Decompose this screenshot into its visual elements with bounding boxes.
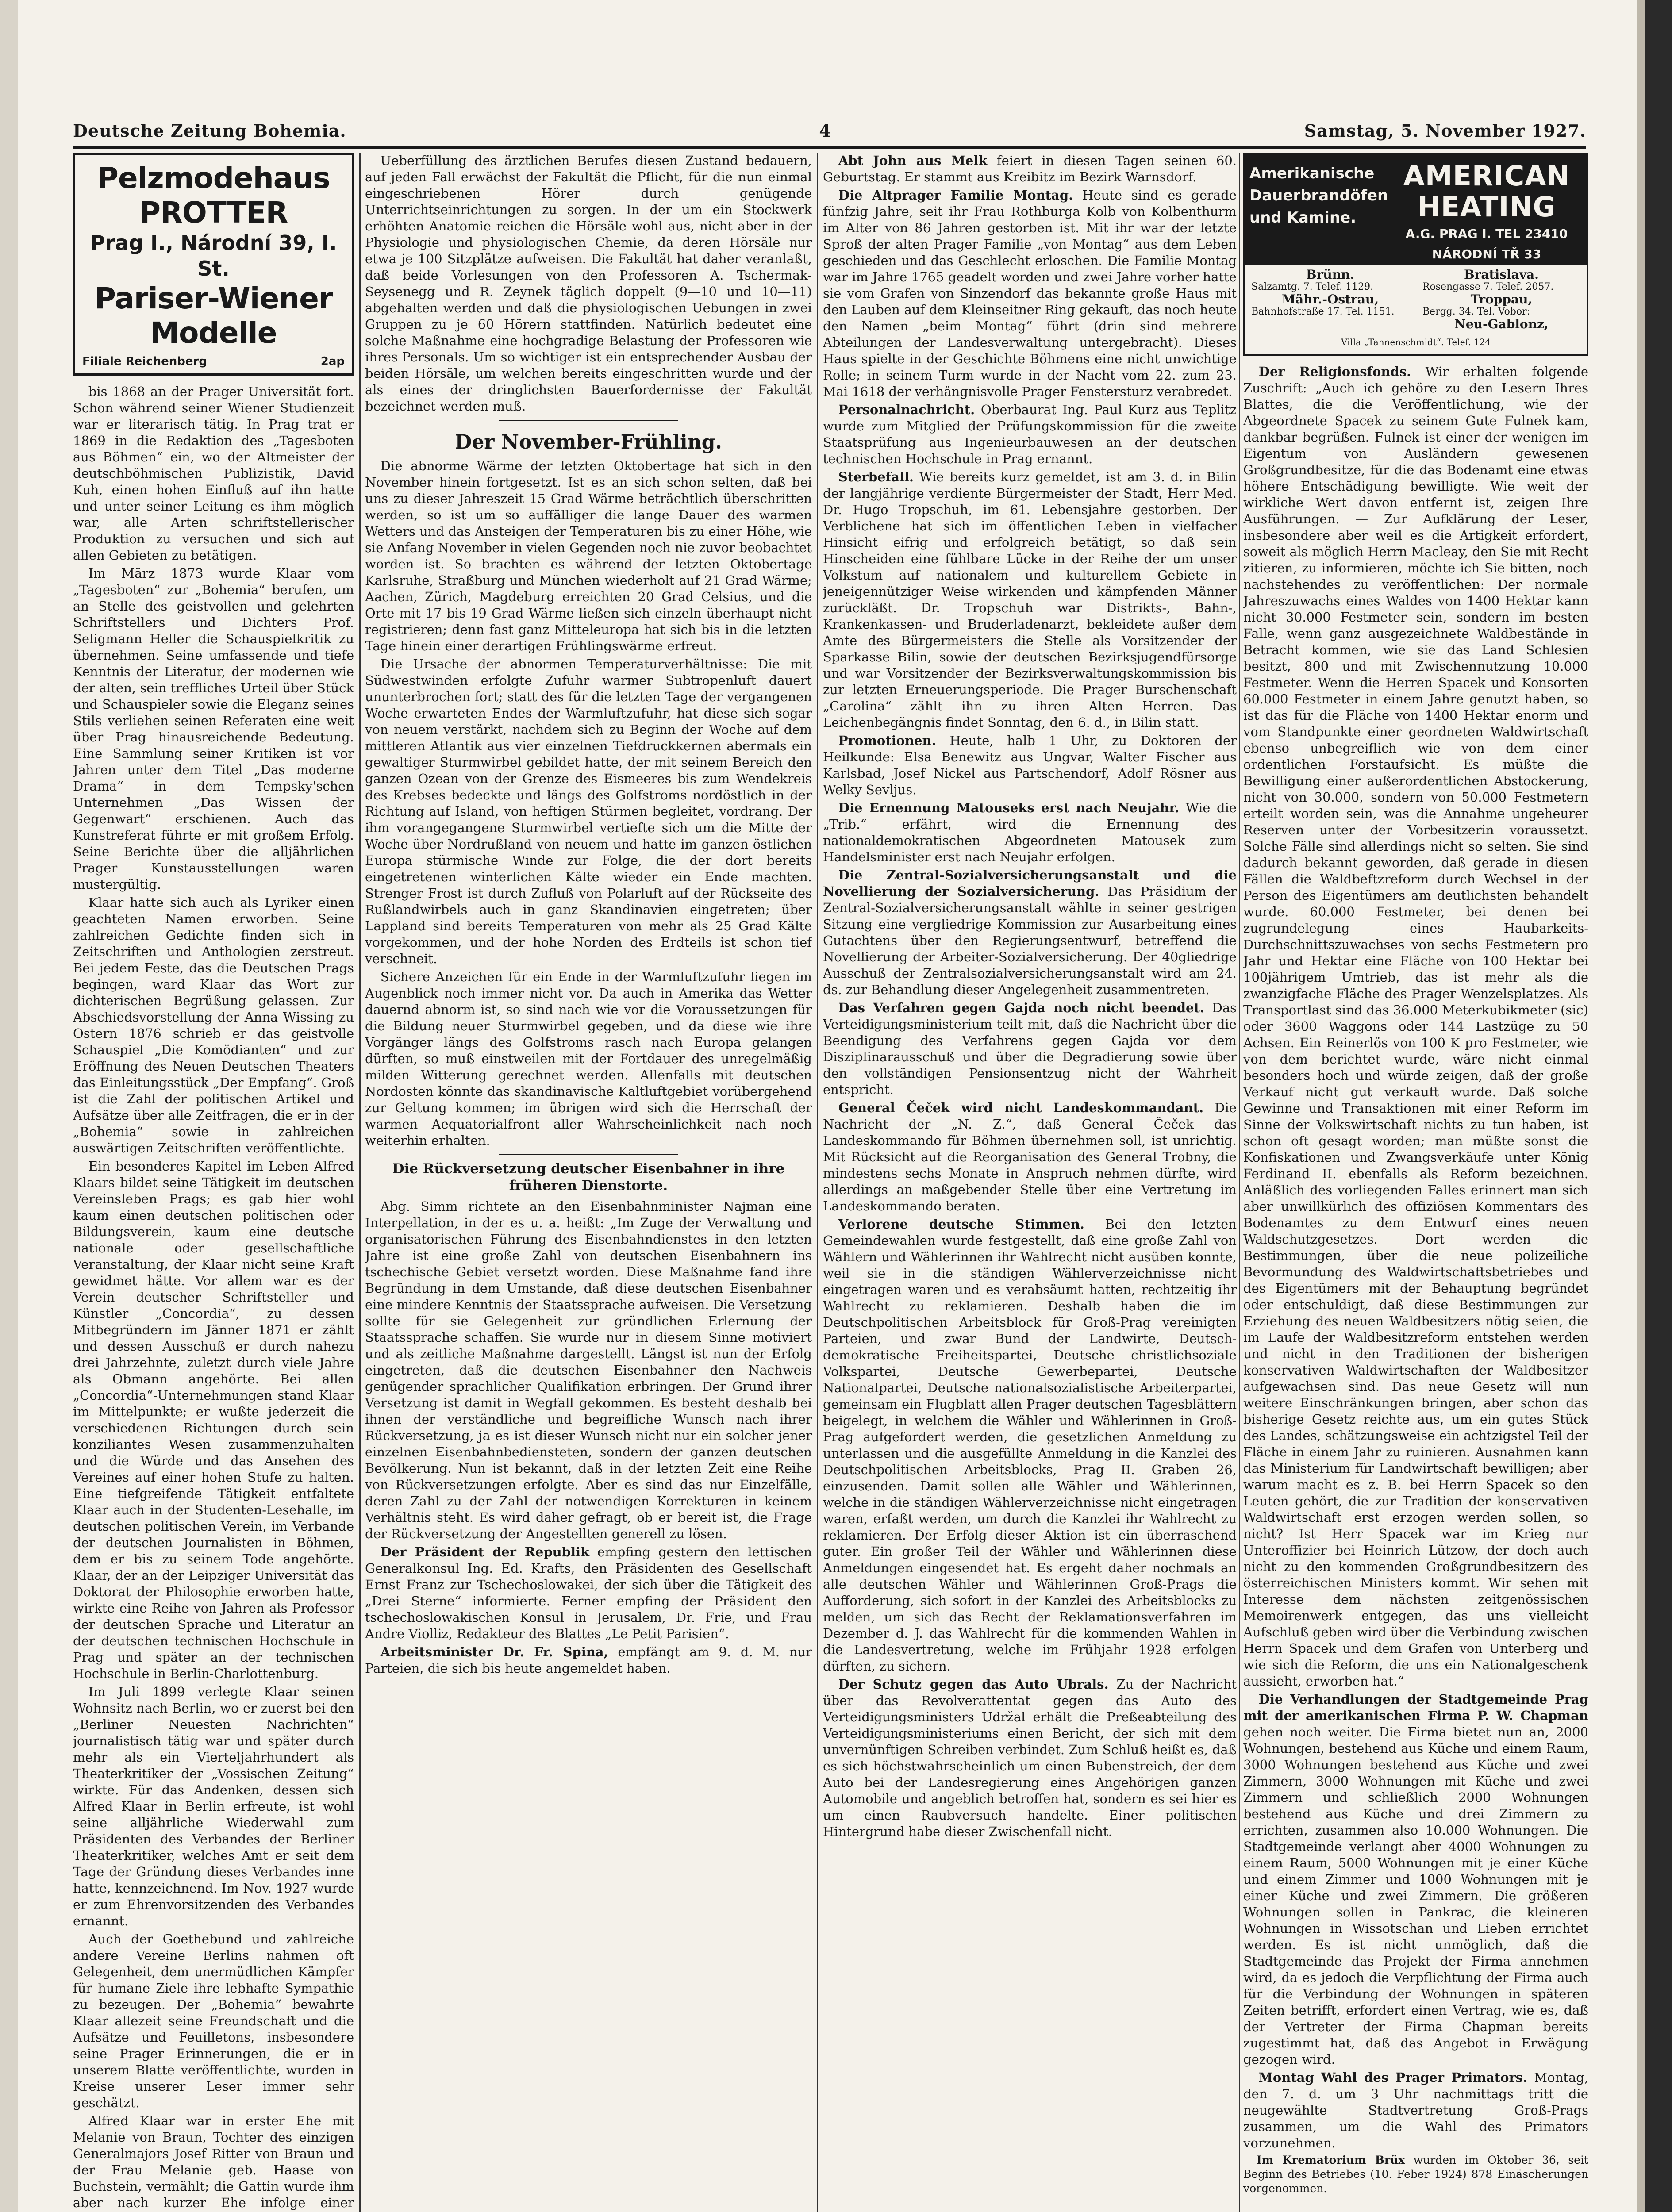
news-item [823,733,1237,798]
ad-ah-address: A.G. PRAG I. TEL 23410 [1405,227,1568,241]
news-item [823,402,1237,467]
page-edge-shadow [1637,0,1645,2212]
news-item-lead: Sterbefall. [838,469,914,484]
ad-protter-mark: 2ap [320,355,345,368]
news-item [1243,2070,1588,2151]
ad-ah-villa: Villa „Tannenschmidt“. Telef. 124 [1341,337,1491,347]
ad-ah-branch-city: Brünn. [1306,267,1355,282]
article-paragraph: Ueberfüllung des ärztlichen Berufes diesen Zustand bedauern, auf jeden Fall erwächst der Fakultät die Pflicht, für die nun einmal eingeschriebenen Hörer durch genügende Unterrichtseinrichtungen zu sorgen. In der um ein Stockwerk erhöhten Anatomie reichen die Hörsäle wohl aus, nicht aber in der Physiologie und physiologischen Chemie, da deren Hörsäle nur etwa je 100 Sitzplätze aufweisen. Die Fakultät hat daher veranlaßt, daß beide Vorlesungen von den Professoren A. Tschermak-Seysenegg und R. Zeynek täglich doppelt (9—10 und 10—11) abgehalten werden und daß die physiologischen Uebungen in zwei Gruppen zu je 60 Hörern stattfinden. Natürlich bedeutet eine solche Maßnahme eine hochgradige Belastung der Professoren wie ihres Personals. Um so wichtiger ist ein entsprechender Ausbau der beiden Hörsäle, um welchen bereits eingeschritten wurde und der als eines der dringlichsten Bauerfordernisse der Fakultät bezeichnet werden muß. [365,153,812,414]
news-item [823,800,1237,865]
news-item [823,1216,1237,1674]
ad-ah-street: NÁRODNÍ TŘ 33 [1432,247,1541,261]
news-item-lead: Die Altprager Familie Montag. [838,188,1073,203]
news-item-body: Das Verteidigungsministerium teilt mit, daß die Nachricht über die Beendigung des Verfahrens gegen Gajda vor dem Disziplinarausschuß und über die Degradierung sowie über den vollständigen Pensionsentzug nicht der Wahrheit entspricht. [823,1000,1237,1097]
news-item-body: Wir erhalten folgende Zuschrift: „Auch ich gehöre zu den Lesern Ihres Blattes, die die Veröffentlichung, wie der Abgeordnete Spacek zu seinem Gute Fulnek kam, dankbar begrüßen. Fulnek ist einer der wenigen im Eigentum von Ausländern gewesenen Großgrundbesitze, für die das Bodenamt eine etwas höhere Entschädigung bewilligte. Wie weit der wirkliche Wert davon entfernt ist, zeigen Ihre Ausführungen. — Zur Aufklärung der Leser, insbesondere aber weil es die Artigkeit erfordert, soweit als möglich Herrn Macleay, den Sie mit Recht zitieren, zu informieren, möchte ich Sie bitten, noch nachstehendes zu veröffentlichen: Der normale Jahreszuwachs eines Waldes von 1400 Hektar kann nicht 30.000 Festmeter sein, sondern im besten Falle, wenn ganz ausgezeichnete Waldbestände in Betracht kommen, wie sie das Land Schlesien besitzt, 800 und mit Zwischennutzung 10.000 Festmeter. Wenn die Herren Spacek und Konsorten 60.000 Festmeter in einem Jahre genutzt haben, so ist das für die Fläche von 1400 Hektar enorm und vom Standpunkte einer geordneten Waldwirtschaft ebenso unbegreiflich wie von dem einer ordentlichen Forstaufsicht. Es müßte die Bewilligung einer außerordentlichen Abstockerung, nicht von 30.000, sondern von 50.000 Festmetern erteilt worden sein, was die Annahme ungeheurer Reserven unter der Vorbesitzerin voraussetzt. Solche Fälle sind allerdings nicht so selten. Sie sind dadurch bekannt geworden, daß gerade in diesen Fällen die Waldbeftzreform durch Wechsel in der Person des Eigentümers am deutlichsten behandelt wurde. 60.000 Festmeter, bei denen bei zugrundelegung eines Haubarkeits-Durchschnittszuwachses von sechs Festmetern pro Jahr und Hektar eine Fläche von 100 Hektar bei 100jährigem Umtrieb, das ist mehr als die zwanzigfache Fläche des Prager Wenzelsplatzes. Als Transportlast sind das 36.000 Meterkubikmeter (sic) oder 3600 Waggons oder 144 Lastzüge zu 50 Achsen. Ein Reinerlös von 100 K pro Festmeter, wie von dem berichtet wurde, wäre nicht einmal besonders hoch und würde zeigen, daß der große Verkauf nicht gut verkauft wurde. Daß solche Gewinne und Transaktionen mit einer Reform im Sinne der Volkswirtschaft nichts zu tun haben, ist schon oft gesagt worden; man müßte sonst die Konfiskationen und Zwangsverkäufe unter König Ferdinand II. ebenfalls als Reform bezeichnen. Anläßlich des vorliegenden Falles erinnert man sich aber unwillkürlich des offiziösen Kommentars des Bodenamtes zu dem Entwurf eines neuen Waldschutzgesetzes. Dort werden die Bestimmungen, über die neue polizeiliche Bevormundung des Waldwirtschaftsbetriebes und des Eigentümers mit der Behauptung begründet oder entschuldigt, daß diese Bestimmungen zur Erziehung des neuen Waldbesitzers nötig seien, die im Laufe der Waldbesitzreform entstehen werden und nicht in den Traditionen der bisherigen konservativen Waldwirtschaften der Waldbesitzer aufgewachsen sind. Das neue Gesetz will nun weitere Einschränkungen bringen, aber schon das bisherige Gesetz reichte aus, um ein gutes Stück des Landes, schätzungsweise ein achtzigstel Teil der Fläche in einem Jahr zu ruinieren. Ausnahmen kann das Ministerium für Landwirtschaft bewilligen; aber warum macht es z. B. bei Herrn Spacek so den Leuten gehört, die zur Tradition der konservativen Waldwirtschaft erst erzogen werden sollen, so nicht? Ist Herr Spacek war im Krieg nur Unteroffizier bei Heinrich Lützow, der doch auch nicht zu den kommenden Großgrundbesitzern des österreichischen Ministers kommt. Wir sehen mit Interesse dem nächsten zeitgenössischen Memoirenwerk entgegen, das uns vielleicht Aufschluß geben wird über die Verbindung zwischen Herrn Spacek und dem Grafen von Unterberg und wie sich die Reform, die uns ein Nationalgeschenk aussieht, erworben hat.“ [1243,364,1588,1689]
section-rule [499,1154,678,1155]
news-item [823,153,1237,185]
news-item [1243,364,1588,1690]
ad-ah-branch-city: Neu-Gablonz, [1454,317,1549,331]
article-paragraph: bis 1868 an der Prager Universität fort. Schon während seiner Wiener Studienzeit war er literarisch tätig. In Prag trat er 1869 in die Redaktion des „Tagesboten aus Böhmen“ ein, wo der Altmeister der deutschböhmischen Publizistik, David Kuh, einen hohen Einfluß auf ihn hatte und unter seiner Leitung es ihm möglich war, alle Arten schriftstellerischer Produktion zu versuchen und sich auf allen Gebieten zu betätigen. [73,384,354,563]
news-item-lead: Der Schutz gegen das Auto Ubrals. [838,1677,1109,1692]
issue-date: Samstag, 5. November 1927. [1304,120,1586,141]
news-item-lead: Im Krematorium Brüx [1257,2154,1405,2166]
news-item-lead: Promotionen. [838,733,936,748]
section-rule [499,420,678,421]
header-rule [73,146,1586,149]
column-rule [1239,153,1240,2212]
ad-protter-address: Prag I., Národní 39, I. St. [90,231,337,280]
news-item-lead: Montag Wahl des Prager Primators. [1258,2070,1528,2085]
column-3 [823,153,1237,2212]
masthead: Deutsche Zeitung Bohemia. [73,120,346,141]
article-paragraph: Die Ursache der abnormen Temperaturverhältnisse: Die mit Südwestwinden erfolgte Zufuhr warmer Subtropenluft dauert ununterbrochen fort; statt des für die letzten Tage der vergangenen Woche erwarteten Endes der Warmluftzufuhr, hat diese sich sogar von neuem verstärkt, nachdem sich zu Beginn der Woche auf dem mittleren Atlantik aus vier einzelnen Tiefdruckkernen abermals ein gewaltiger Sturmwirbel gebildet hatte, der mit seinem Bereich den ganzen Ozean von der Grenze des Eismeeres bis zum Wendekreis des Krebses bedeckte und längs des Golfstroms nordöstlich in der Richtung auf Island, von heftigen Stürmen begleitet, vordrang. Der ihm vorangegangene Sturmwirbel vertiefte sich um die Mitte der Woche über Nordrußland von neuem und hatte im ganzen östlichen Europa stürmische Winde zur Folge, die der dort bereits eingetretenen winterlichen Kälte wieder ein Ende machten. Strenger Frost ist durch Zufluß von Polarluft auf der Rückseite des Rußlandwirbels auch in ganz Skandinavien eingetreten; über Lappland sind bereits Temperaturen von mehr als 25 Grad Kälte vorgekommen, und der hohe Norden des Erdteils ist schon tief verschneit. [365,657,812,966]
article-paragraph: Klaar hatte sich auch als Lyriker einen geachteten Namen erworben. Seine zahlreichen Gedichte finden sich in Zeitschriften und Anthologien zerstreut. Bei jedem Feste, das die Deutschen Prags begingen, ward Klaar das Wort zur dichterischen Begrüßung gelassen. Zur Abschiedsvorstellung der Anna Wissing zu Ostern 1876 schrieb er das geistvolle Schauspiel „Die Komödianten“ und zur Eröffnung des Neuen Deutschen Theaters das Einleitungsstück „Der Empfang“. Groß ist die Zahl der politischen Artikel und Aufsätze über alle Zeitfragen, die er in der „Bohemia“ sowie in zahlreichen auswärtigen Zeitschriften veröffentlichte. [73,895,354,1156]
news-item-body: Wie bereits kurz gemeldet, ist am 3. d. in Bilin der langjährige verdiente Bürgermeister der Stadt, Herr Med. Dr. Hugo Tropschuh, im 61. Lebensjahre gestorben. Der Verblichene hat sich im öffentlichen Leben in vielfacher Hinsicht eifrig und erfolgreich betätigt, so daß sein Hinscheiden eine fühlbare Lücke in der Reihe der um unser Volkstum auf nationalem und kulturellem Gebiete in jeneigennütziger Weise wirkenden und kämpfenden Männer zurückläßt. Dr. Tropschuh war Distrikts-, Bahn-, Krankenkassen- und Bruderladenarzt, bekleidete außer dem Amte des Bürgermeisters die Stelle als Vorsitzender der Sparkasse Bilin, sowie der deutschen Bezirksjugendfürsorge und war Vorsitzender der Bezirksverwaltungskommission bis zur letzten Erneuerungsperiode. Die Prager Burschenschaft „Carolina“ zählt ihn zu ihren Alten Herren. Das Leichenbegängnis findet Sonntag, den 6. d., in Bilin statt. [823,469,1237,730]
ad-ah-branch-line: Bergg. 34. Tel. Vobor: [1422,306,1530,317]
news-item [365,1644,812,1677]
news-item [1243,2153,1588,2196]
news-item-lead: Arbeitsminister Dr. Fr. Spina, [380,1644,608,1659]
news-item-lead: Personalnachricht. [838,402,975,417]
news-item-body: feiert in diesen Tagen seinen 60. Geburtstag. Er stammt aus Kreibitz im Bezirk Warnsdorf. [823,153,1237,184]
article-paragraph: Die abnorme Wärme der letzten Oktobertage hat sich in den November hinein fortgesetzt. Ist es an sich schon selten, daß bei uns zu dieser Jahreszeit 15 Grad Wärme beträchtlich überschritten werden, so ist um so auffälliger die lange Dauer des warmen Wetters und das Ansteigen der Temperaturen bis zu einer Höhe, wie sie Anfang November in vielen Gegenden noch nie zuvor beobachtet worden ist. So brachten es während der letzten Oktobertage Karlsruhe, Straßburg und München wiederholt auf 21 Grad Wärme; Aachen, Zürich, Magdeburg erreichten 20 Grad Celsius, und die Orte mit 17 bis 19 Grad Wärme ließen sich einzeln überhaupt nicht registrieren; denn fast ganz Mitteleuropa hat sich bis in die letzten Tage hinein einer derartigen Frühlingswärme erfreut. [365,458,812,653]
headline-november: Der November-Frühling. [455,431,722,453]
ad-ah-branch-line: Bahnhofstraße 17. Tel. 1151. [1251,306,1395,317]
news-item [1243,1691,1588,2068]
ad-ah-branch-city: Troppau, [1470,292,1533,307]
ad-ah-line2: Dauerbrandöfen [1249,187,1388,204]
column-rule [817,153,818,2212]
ad-protter-tagline: Pariser-Wiener Modelle [94,281,333,350]
news-item [823,187,1237,400]
news-item-body: empfing gestern den lettischen Generalkonsul Ing. Ed. Krafts, den Präsidenten des Gesellschaft Ernst Franz zur Tschechoslowakei, der sich über die Tätigkeit des „Drei Sterne“ informierte. Ferner empfing der Präsident den tschechoslowakischen Konsul in Jerusalem, Dr. Frie, und Frau Andre Violliz, Redakteur des Blattes „Le Petit Parisien“. [365,1544,812,1641]
article-paragraph: Abg. Simm richtete an den Eisenbahnminister Najman eine Interpellation, in der es u. a. heißt: „Im Zuge der Verwaltung und organisatorischen Führung des Eisenbahndienstes in den letzten Jahre ist eine große Zahl von deutschen Eisenbahnern ins tschechische Gebiet versetzt worden. Diese Maßnahme fand ihre Begründung in dem Umstande, daß diese deutschen Eisenbahner eine mindere Kenntnis der Staatssprache aufweisen. Die Versetzung sollte für sie Gelegenheit zur gründlichen Erlernung der Staatssprache schaffen. Sie wurde nur in diesem Sinne motiviert und als zeitliche Maßnahme dargestellt. Längst ist nun der Erfolg eingetreten, daß die deutschen Eisenbahner den Nachweis genügender sprachlicher Qualifikation erbringen. Der Grund ihrer Versetzung ist damit in Wegfall gekommen. Es besteht deshalb bei ihnen der verständliche und begreifliche Wunsch nach ihrer Rückversetzung, ja es ist dieser Wunsch nicht nur ein solcher jener einzelnen Eisenbahnbediensteten, sondern der ganzen deutschen Bevölkerung. Nun ist bekannt, daß in der letzten Zeit eine Reihe von Rückversetzungen erfolgte. Aber es sind das nur Einzelfälle, deren Zahl zu der Zahl der notwendigen Korrekturen in keinem Verhältnis steht. Es wird daher gefragt, ob er bereit ist, die Frage der Rückversetzung der Angestellten generell zu lösen. [365,1199,812,1541]
news-item-body: Wie die „Trib.“ erfährt, wird die Ernennung des nationaldemokratischen Abgeordneten Matousek zum Handelsminister erst nach Neujahr erfolgen. [823,800,1237,864]
ad-ah-brand: AMERICAN HEATING [1403,160,1570,223]
news-item-lead: Der Religionsfonds. [1258,364,1411,379]
article-paragraph: Auch der Goethebund und zahlreiche andere Vereine Berlins nahmen oft Gelegenheit, dem unermüdlichen Kämpfer für humane Ziele ihre lebhafte Sympathie zu bezeugen. Der „Bohemia“ bewahrte Klaar allezeit seine Freundschaft und die Aufsätze und Feuilletons, insbesondere seine Prager Erinnerungen, die er in unserem Blatte veröffentlichte, wurden in Kreise unserer Leser immer sehr geschätzt. [73,1932,354,2110]
page-edge-right [1645,0,1672,2212]
ad-protter-name: Pelzmodehaus PROTTER [97,161,330,230]
news-item-body: Das Präsidium der Zentral-Sozialversicherungsanstalt wählte in seiner gestrigen Sitzung eine vergliedrige Kommission zur Ausarbeitung eines Gutachtens über den Regierungsentwurf, betreffend die Novellierung der Arbeiter-Sozialversicherung. Der 40gliedrige Ausschuß der Zentralsozialversicherungsanstalt wird am 24. ds. zur Behandlung dieser Angelegenheit zusammentreten. [823,884,1237,997]
news-item [365,1544,812,1642]
ad-ah-branch-line: Salzamtg. 7. Telef. 1129. [1251,281,1374,292]
news-item-body: Heute sind es gerade fünfzig Jahre, seit ihr Frau Rothburga Kolb von Kolbenthurm im Alter von 86 Jahren gestorben ist. Mit ihr war der letzte Sproß der alten Prager Familie „von Montag“ aus dem Leben geschieden und das Geschlecht erloschen. Die Familie Montag war im Jahre 1765 geadelt worden und zwei Jahre vorher hatte sie vom Grafen von Sinzendorf das bekannte große Haus mit den Lauben auf dem Kleinseitner Ring gekauft, das noch heute den Namen „beim Montag“ führt (drin sind mehrere Abteilungen der Landesverwaltung untergebracht). Dieses Haus spielte in der Geschichte Böhmens eine nicht unwichtige Rolle; in seinem Turm wurde in der Nacht vom 22. zum 23. Mai 1618 der verhängnisvolle Prager Fenstersturz verabredet. [823,188,1237,399]
news-item-body: Oberbaurat Ing. Paul Kurz aus Teplitz wurde zum Mitglied der Prüfungskommission für die zweite Staatsprüfung aus Ingenieurbauwesen an der deutschen technischen Hochschule in Prag ernannt. [823,402,1237,466]
news-item-body: Montag, den 7. d. um 3 Uhr nachmittags tritt die neugewählte Stadtvertretung Groß-Prags zusammen, um die Wahl des Primators vorzunehmen. [1243,2070,1588,2151]
news-item-body: Bei den letzten Gemeindewahlen wurde festgestellt, daß eine große Zahl von Wählern und Wählerinnen ihr Wahlrecht nicht ausüben konnte, weil sie in die ständigen Wählerverzeichnisse nicht eingetragen waren und es verabsäumt hatten, rechtzeitig ihr Wahlrecht zu reklamieren. Deshalb haben die im Deutschpolitischen Arbeitsblock für Groß-Prag vereinigten Parteien, und zwar Bund der Landwirte, Deutsch-demokratische Freiheitspartei, Deutsche christlichsoziale Volkspartei, Deutsche Gewerbepartei, Deutsche Nationalpartei, Deutsche nationalsozialistische Arbeiterpartei, gemeinsam ein Flugblatt allen Prager deutschen Tagesblättern beigelegt, in welchem die Wähler und Wählerinnen in Groß-Prag aufgefordert werden, die gesetzlichen Anmeldung zu unterlassen und die ausgefüllte Anmeldung in die Kanzlei des Deutschpolitischen Arbeitsblocks, Prag II. Graben 26, einzusenden. Damit sollen alle Wähler und Wählerinnen, welche in die ständigen Wählerverzeichnisse nicht eingetragen waren, erfaßt werden, um durch die Kanzlei ihr Wahlrecht zu reklamieren. Der Erfolg dieser Aktion ist ein überraschend guter. Ein großer Teil der Wähler und Wählerinnen diese Anmeldungen eingesendet hat. Es ergeht daher nochmals an alle deutschen Wähler und Wählerinnen Groß-Prags die Aufforderung, sich sofort in der Kanzlei des Arbeitsblocks zu melden, um sich das Recht der Reklamationsverfahren im Dezember d. J. das Wahlrecht für die kommenden Wahlen in die Landesvertretung, welche im Frühjahr 1928 erfolgen dürften, zu sichern. [823,1217,1237,1674]
article-paragraph: Sichere Anzeichen für ein Ende in der Warmluftzufuhr liegen im Augenblick noch immer nicht vor. Da auch in Amerika das Wetter dauernd abnorm ist, so sind nach wie vor die Voraussetzungen für die Bildung neuer Sturmwirbel gegeben, und da diese wie ihre Vorgänger längs des Golfstroms rasch nach Europa gelangen dürften, so muß einstweilen mit der Fortdauer des unregelmäßig milden Witterung gerechnet werden. Allenfalls mit deutschen Nordosten könnte das skandinavische Kaltluftgebiet vorübergehend zur Geltung kommen; im übrigen wird sich die Herrschaft der warmen Aequatorialfront aller Wahrscheinlichkeit nach noch weiterhin erhalten. [365,969,812,1148]
ad-ah-branch-line: Rosengasse 7. Telef. 2057. [1422,281,1554,292]
column-rule [359,153,361,2212]
news-item-body: empfängt am 9. d. M. nur Parteien, die sich bis heute angemeldet haben. [365,1644,812,1676]
news-item [823,867,1237,998]
news-item-body: Die Nachricht der „N. Z.“, daß General Čeček das Landeskommando für Böhmen übernehmen soll, ist unrichtig. Mit Rücksicht auf die Reorganisation des General Trobny, die mindestens sechs Monate in Anspruch nehmen dürfte, wird allerdings an maßgebender Stelle über eine Vertretung im Landeskommando beraten. [823,1100,1237,1214]
page-header [73,117,1586,144]
ad-protter-branch: Filiale Reichenberg [82,355,207,368]
news-item-lead: Abt John aus Melk [838,153,988,168]
news-item-lead: Die Verhandlungen der Stadtgemeinde Prag mit der amerikanischen Firma P. W. Chapman [1243,1692,1588,1723]
page-edge-left [0,0,18,2212]
news-item-lead: General Čeček wird nicht Landeskommandant. [838,1100,1204,1115]
column-2 [365,153,812,2212]
article-paragraph: Im März 1873 wurde Klaar vom „Tagesboten“ zur „Bohemia“ berufen, um an Stelle des geistvollen und gelehrten Schriftstellers und Dichters Prof. Seligmann Heller die Schauspielkritik zu übernehmen. Seine umfassende und tiefe Kenntnis der Literatur, der modernen wie der alten, sein treffliches Urteil über Stück und Schauspieler sowie die Eleganz seines Stils verliehen seinen Referaten eine weit über Prag hinausreichende Bedeutung. Eine Sammlung seiner Kritiken ist vor Jahren unter dem Titel „Das moderne Drama“ in dem Tempsky'schen Unternehmen „Das Wissen der Gegenwart“ erschienen. Auch das Kunstreferat führte er mit großem Erfolg. Seine Berichte über die alljährlichen Prager Kunstausstellungen waren mustergültig. [73,566,354,892]
subhead-railway: Die Rückversetzung deutscher Eisenbahner in ihre früheren Dienstorte. [392,1161,785,1194]
news-item-body: wurden im Oktober 36, seit Beginn des Betriebes (10. Feber 1924) 878 Einäscherungen vorgenommen. [1243,2154,1588,2195]
advertisement-american-heating [1243,153,1588,356]
news-item [823,1676,1237,1840]
article-paragraph: Ein besonderes Kapitel im Leben Alfred Klaars bildet seine Tätigkeit im deutschen Vereinsleben Prags; es gab hier wohl kaum einen deutschen politischen oder Bildungsverein, kaum eine deutsche nationale oder gesellschaftliche Veranstaltung, der Klaar nicht seine Kraft gewidmet hätte. Vor allem war es der Verein deutscher Schriftsteller und Künstler „Concordia“, zu dessen Mitbegründern im Jänner 1871 er zählt und dessen Ausschuß er durch nahezu drei Jahrzehnte, zuletzt durch viele Jahre als Obmann angehörte. Bei allen „Concordia“-Unternehmungen stand Klaar im Mittelpunkte; er wußte jederzeit die verschiedenen Richtungen durch sein konziliantes Wesen zusammenzuhalten und die Würde und das Ansehen des Vereines auf einer hohen Stufe zu halten. Eine tiefgreifende Tätigkeit entfaltete Klaar auch in der Studenten-Lesehalle, im deutschen politischen Verein, im Verbande der deutschen Journalisten in Böhmen, dem er bis zu seinem Tode angehörte. Klaar, der an der Leipziger Universität das Doktorat der Philosophie erworben hatte, wirkte eine Reihe von Jahren als Professor der deutschen Sprache und Literatur an der deutschen technischen Hochschule in Prag und später an der technischen Hochschule in Berlin-Charlottenburg. [73,1159,354,1681]
ad-ah-branch-city: Bratislava. [1464,267,1539,282]
column-1 [73,153,354,2212]
news-item [823,1100,1237,1214]
news-item-lead: Verlorene deutsche Stimmen. [838,1217,1084,1232]
news-item-lead: Der Präsident der Republik [380,1544,590,1559]
article-paragraph: Alfred Klaar war in erster Ehe mit Melanie von Braun, Tochter des einzigen Generalmajors Josef Ritter von Braun und der Frau Melanie geb. Haase von Buchstein, vermählt; die Gattin wurde ihm aber nach kurzer Ehe infolge einer [73,2113,354,2210]
column-4 [1243,153,1588,2212]
news-item-body: Heute, halb 1 Uhr, zu Doktoren der Heilkunde: Elsa Benewitz aus Ungvar, Walter Fischer aus Karlsbad, Josef Nickel aus Partschendorf, Adolf Rösner aus Welky Sevljus. [823,733,1237,797]
ad-ah-branch-city: Mähr.-Ostrau, [1281,292,1379,307]
page-number: 4 [819,120,831,141]
advertisement-protter [73,153,354,376]
article-paragraph: Im Juli 1899 verlegte Klaar seinen Wohnsitz nach Berlin, wo er zuerst bei den „Berliner Neuesten Nachrichten“ journalistisch tätig war und später durch mehr als ein Vierteljahrhundert als Theaterkritiker der „Vossischen Zeitung“ wirkte. Für das Andenken, dessen sich Alfred Klaar in Berlin erfreute, ist wohl seine alljährliche Wiederwahl zum Präsidenten des Verbandes der Berliner Theaterkritiker, welches Amt er seit dem Tage der Gründung dieses Verbandes inne hatte, kennzeichnend. Im Nov. 1927 wurde er zum Ehrenvorsitzenden des Verbandes ernannt. [73,1684,354,1928]
ad-ah-line1: Amerikanische [1249,165,1375,182]
news-item-lead: Das Verfahren gegen Gajda noch nicht beendet. [838,1000,1204,1015]
news-item [823,469,1237,731]
ad-ah-line3: und Kamine. [1249,209,1357,227]
news-item-body: gehen noch weiter. Die Firma bietet nun an, 2000 Wohnungen, bestehend aus Küche und einem Raum, 3000 Wohnungen bestehend aus Küche und zwei Zimmern, 3000 Wohnungen mit Küche und zwei Zimmern und schließlich 2000 Wohnungen bestehend aus Küche und drei Zimmern zu errichten, zusammen also 10.000 Wohnungen. Die Stadtgemeinde verlangt aber 4000 Wohnungen zu einem Raum, 5000 Wohnungen mit je einer Küche und einem Zimmer und 1000 Wohnungen mit je einer Küche und zwei Zimmern. Die größeren Wohnungen sollen in Pankrac, die kleineren Wohnungen in Wissotschan und Lieben errichtet werden. Es ist nicht unmöglich, daß die Stadtgemeinde das Projekt der Firma annehmen wird, da es jedoch die Verpflichtung der Firma auch für die Verbindung der Wohnungen in späteren Zeiten betrifft, erfordert einen Vertrag, wie es, daß der Vertreter der Firma Chapman bereits zugestimmt hat, daß das Angebot in Erwägung gezogen wird. [1243,1724,1588,2067]
news-item-body: Zu der Nachricht über das Revolverattentat gegen das Auto des Verteidigungsministers Udržal erhält die Preßeabteilung des Verteidigungsministeriums einen Bericht, der sich mit dem unvernünftigen Schreiben verbindet. Zum Schluß heißt es, daß es sich höchstwahrscheinlich um einen Bubenstreich, der dem Auto bei der Landesregierung eines Angehörigen ganzen Automobile und angeblich betroffen hat, sondern es sei hier es um einen Raubversuch handelte. Einer politischen Hintergrund habe dieser Zwischenfall nicht. [823,1677,1237,1839]
news-item-lead: Die Ernennung Matouseks erst nach Neujahr. [838,800,1180,815]
news-item [823,1000,1237,1098]
news-item-lead: Die Zentral-Sozialversicherungsanstalt und die Novellierung der Sozialversicherung. [823,868,1237,899]
